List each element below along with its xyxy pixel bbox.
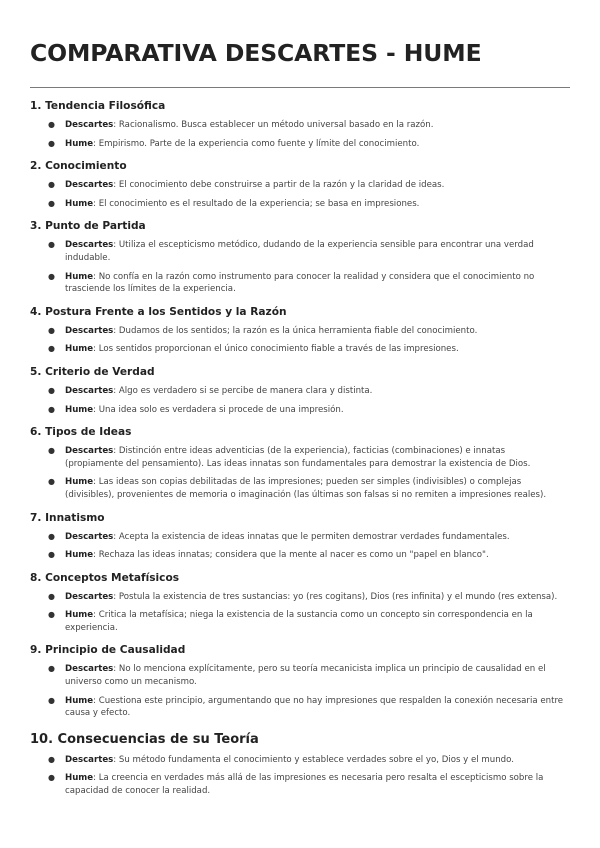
comparison-list — [30, 385, 570, 416]
comparison-list — [30, 119, 570, 150]
item-text: : Empirismo. Parte de la experiencia como fuente y límite del conocimiento. — [93, 138, 420, 149]
list-item — [30, 385, 570, 398]
section-10 — [30, 726, 570, 798]
bullet-icon: ● — [48, 610, 55, 620]
item-text: : No lo menciona explícitamente, pero su teoría mecanicista implica un principio de causalidad en el universo como un mecanismo. — [65, 664, 546, 688]
list-item — [30, 772, 570, 797]
section-2 — [30, 156, 570, 210]
philosopher-name: Descartes — [65, 531, 114, 542]
item-text: : Rechaza las ideas innatas; considera que la mente al nacer es como un "papel en blanco". — [93, 550, 489, 561]
bullet-icon: ● — [48, 180, 55, 190]
item-text: : Algo es verdadero si se percibe de manera clara y distinta. — [113, 385, 373, 396]
section-5 — [30, 362, 570, 416]
list-item — [30, 591, 570, 604]
section-8 — [30, 568, 570, 635]
item-text: : La creencia en verdades más allá de las impresiones es necesaria pero resalta el escepticismo sobre la capacidad de conocer la realidad. — [65, 773, 544, 797]
bullet-icon: ● — [48, 664, 55, 674]
section-6 — [30, 422, 570, 501]
bullet-icon: ● — [48, 344, 55, 354]
philosopher-name: Descartes — [65, 240, 114, 251]
list-item — [30, 754, 570, 767]
philosopher-name: Descartes — [65, 180, 114, 191]
section-7 — [30, 508, 570, 562]
section-heading: 10. Consecuencias de su Teoría — [30, 731, 259, 747]
list-item — [30, 404, 570, 417]
list-item — [30, 476, 570, 501]
item-text: : Racionalismo. Busca establecer un método universal basado en la razón. — [113, 120, 434, 130]
sections-container — [30, 96, 570, 798]
page-title: COMPARATIVA DESCARTES - HUME — [30, 39, 482, 67]
philosopher-name: Hume — [65, 773, 94, 784]
item-text: : Dudamos de los sentidos; la razón es la única herramienta fiable del conocimiento. — [113, 325, 478, 336]
comparison-list — [30, 325, 570, 356]
philosopher-name: Hume — [65, 695, 94, 706]
list-item — [30, 271, 570, 296]
bullet-icon: ● — [48, 754, 55, 764]
comparison-list — [30, 445, 570, 501]
list-item — [30, 609, 570, 634]
section-heading: 2. Conocimiento — [30, 160, 127, 173]
section-heading: 6. Tipos de Ideas — [30, 426, 132, 439]
list-item — [30, 198, 570, 211]
bullet-icon: ● — [48, 198, 55, 208]
item-text: : Cuestiona este principio, argumentando que no hay impresiones que respalden la conexión necesaria entre causa y efecto. — [65, 695, 564, 719]
philosopher-name: Descartes — [65, 754, 114, 765]
list-item — [30, 663, 570, 688]
comparison-list — [30, 663, 570, 719]
bullet-icon: ● — [48, 591, 55, 601]
philosopher-name: Descartes — [65, 385, 114, 396]
bullet-icon: ● — [48, 385, 55, 395]
philosopher-name: Descartes — [65, 120, 114, 130]
section-heading: 4. Postura Frente a los Sentidos y la Razón — [30, 305, 287, 318]
philosopher-name: Hume — [65, 610, 94, 621]
philosopher-name: Hume — [65, 404, 94, 415]
list-item — [30, 325, 570, 338]
list-item — [30, 239, 570, 264]
bullet-icon: ● — [48, 550, 55, 560]
philosopher-name: Descartes — [65, 325, 114, 336]
bullet-icon: ● — [48, 531, 55, 541]
bullet-icon: ● — [48, 271, 55, 281]
bullet-icon: ● — [48, 120, 55, 129]
section-heading: 7. Innatismo — [30, 511, 105, 524]
bullet-icon: ● — [48, 446, 55, 456]
list-item — [30, 179, 570, 192]
item-text: : Su método fundamenta el conocimiento y establece verdades sobre el yo, Dios y el mundo. — [113, 754, 514, 765]
philosopher-name: Hume — [65, 550, 94, 561]
section-4 — [30, 302, 570, 356]
philosopher-name: Descartes — [65, 446, 114, 457]
list-item — [30, 119, 570, 132]
list-item — [30, 695, 570, 720]
philosopher-name: Hume — [65, 138, 94, 149]
item-text: : Las ideas son copias debilitadas de las impresiones; pueden ser simples (indivisibles) o complejas (divisibles), provenientes de memoria o imaginación (las últimas son falsas si no remiten a impresiones reales). — [65, 477, 547, 500]
item-text: : Postula la existencia de tres sustancias: yo (res cogitans), Dios (res infinita) y el mundo (res extensa). — [113, 591, 558, 602]
item-text: : El conocimiento debe construirse a partir de la razón y la claridad de ideas. — [113, 180, 445, 191]
item-text: : Distinción entre ideas adventicias (de la experiencia), facticias (combinaciones) e innatas (propiamente del pensamiento). Las ideas innatas son fundamentales para demostrar la existencia de Dios. — [65, 446, 531, 469]
list-item — [30, 343, 570, 356]
section-heading: 8. Conceptos Metafísicos — [30, 571, 180, 584]
section-heading: 1. Tendencia Filosófica — [30, 100, 166, 112]
comparison-list — [30, 239, 570, 295]
philosopher-name: Descartes — [65, 664, 114, 675]
list-item — [30, 531, 570, 544]
section-heading: 9. Principio de Causalidad — [30, 644, 186, 657]
comparison-list — [30, 531, 570, 562]
bullet-icon: ● — [48, 240, 55, 250]
bullet-icon: ● — [48, 773, 55, 783]
section-heading: 5. Criterio de Verdad — [30, 365, 155, 378]
list-item — [30, 138, 570, 151]
item-text: : El conocimiento es el resultado de la experiencia; se basa en impresiones. — [93, 198, 420, 209]
title-divider — [30, 87, 570, 88]
section-3 — [30, 216, 570, 295]
list-item — [30, 549, 570, 562]
philosopher-name: Hume — [65, 477, 94, 488]
bullet-icon: ● — [48, 695, 55, 705]
comparison-list — [30, 179, 570, 210]
philosopher-name: Descartes — [65, 591, 114, 602]
list-item — [30, 445, 570, 470]
item-text: : Acepta la existencia de ideas innatas que le permiten demostrar verdades fundamentales. — [113, 531, 510, 542]
section-heading: 3. Punto de Partida — [30, 220, 146, 233]
comparison-list — [30, 754, 570, 798]
item-text: : Los sentidos proporcionan el único conocimiento fiable a través de las impresiones. — [93, 344, 459, 355]
item-text: : Una idea solo es verdadera si procede de una impresión. — [93, 404, 344, 415]
item-text: : Critica la metafísica; niega la existencia de la sustancia como un concepto sin correspondencia en la experiencia. — [65, 610, 533, 633]
item-text: : Utiliza el escepticismo metódico, dudando de la experiencia sensible para encontrar una verdad indudable. — [65, 240, 534, 263]
item-text: : No confía en la razón como instrumento para conocer la realidad y considera que el conocimiento no trasciende los límites de la experiencia. — [65, 271, 535, 295]
bullet-icon: ● — [48, 477, 55, 487]
bullet-icon: ● — [48, 404, 55, 414]
section-9 — [30, 640, 570, 719]
philosopher-name: Hume — [65, 344, 94, 355]
bullet-icon: ● — [48, 325, 55, 335]
comparison-list — [30, 591, 570, 635]
bullet-icon: ● — [48, 138, 55, 148]
philosopher-name: Hume — [65, 198, 94, 209]
philosopher-name: Hume — [65, 271, 94, 282]
section-1 — [30, 96, 570, 150]
